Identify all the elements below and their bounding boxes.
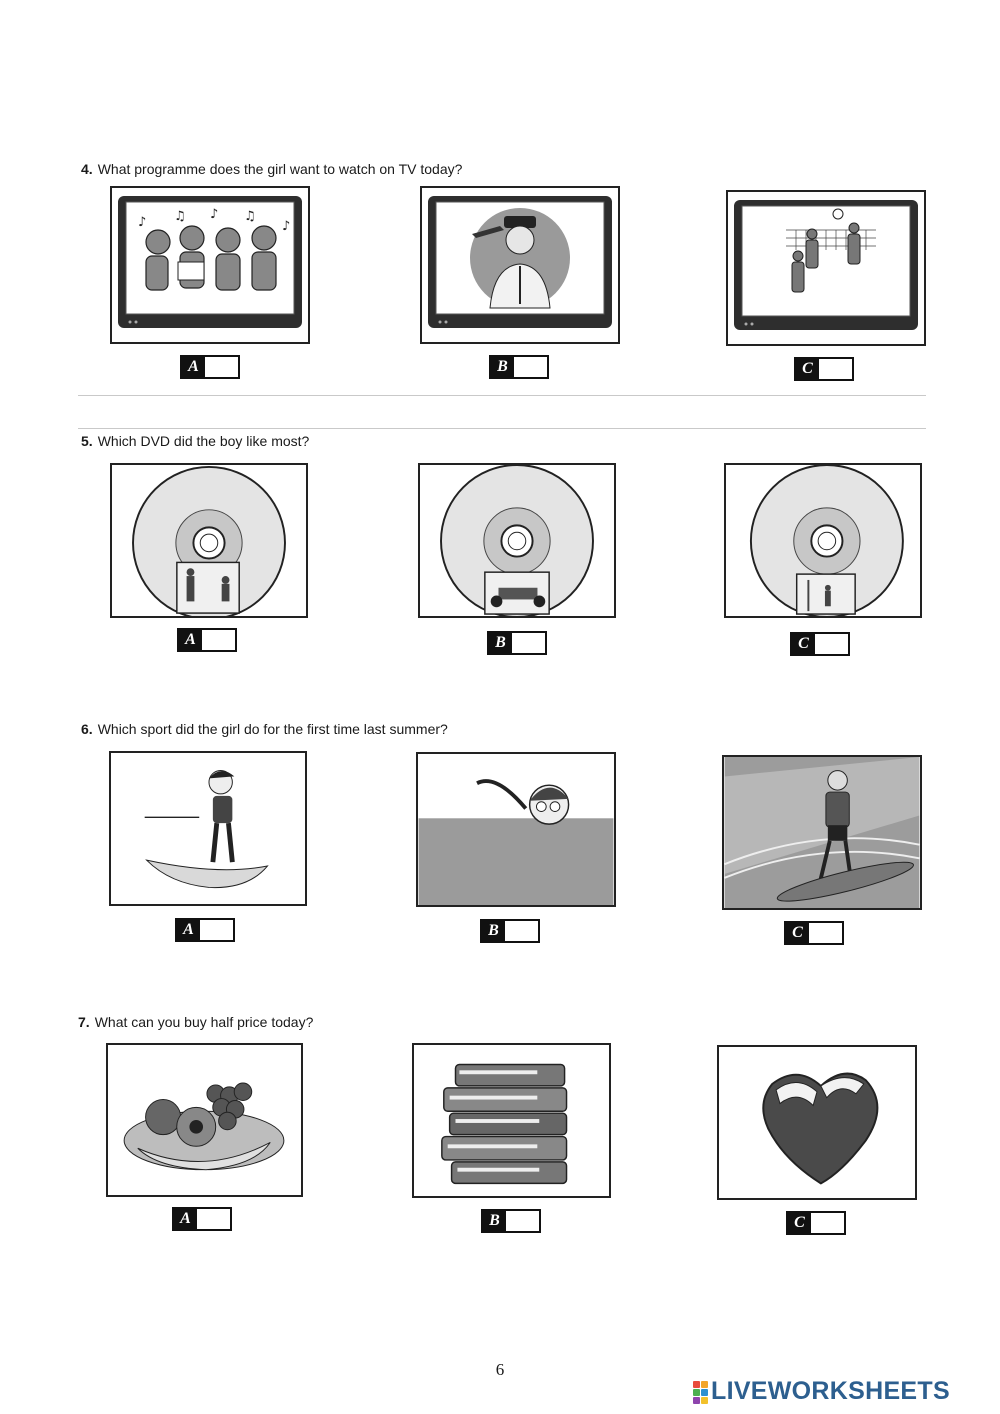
answer-input[interactable] xyxy=(809,923,842,943)
question-number: 5. xyxy=(81,433,93,449)
answer-box-q5-b[interactable] xyxy=(487,631,547,655)
question-text: Which DVD did the boy like most? xyxy=(97,433,310,449)
answer-input[interactable] xyxy=(200,920,233,940)
brand-name: LIVEWORKSHEETS xyxy=(711,1377,950,1405)
answer-input[interactable] xyxy=(205,357,238,377)
water-skiing-picture xyxy=(109,751,307,906)
answer-input[interactable] xyxy=(815,634,848,654)
fruit-bowl-picture xyxy=(106,1043,303,1197)
svg-text:♫: ♫ xyxy=(244,209,256,224)
dvd-racing-car-picture xyxy=(418,463,616,618)
svg-text:♪: ♪ xyxy=(210,207,219,222)
answer-box-q7-a[interactable] xyxy=(172,1207,232,1231)
answer-input[interactable] xyxy=(505,921,538,941)
answer-input[interactable] xyxy=(811,1213,844,1233)
tv-pilot-picture xyxy=(420,186,620,344)
option-label: C xyxy=(796,359,819,379)
option-label: C xyxy=(792,634,815,654)
liveworksheets-logo xyxy=(693,1377,950,1406)
question-7 xyxy=(78,1014,313,1030)
question-number: 7. xyxy=(78,1014,90,1030)
answer-box-q4-c[interactable] xyxy=(794,357,854,381)
swimming-picture xyxy=(416,752,616,907)
option-label: B xyxy=(491,357,514,377)
answer-box-q5-c[interactable] xyxy=(790,632,850,656)
surfing-picture xyxy=(722,755,922,910)
divider xyxy=(78,395,926,396)
answer-box-q6-a[interactable] xyxy=(175,918,235,942)
question-text: What programme does the girl want to watch on TV today? xyxy=(97,161,463,177)
option-label: A xyxy=(179,630,202,650)
option-label: A xyxy=(182,357,205,377)
answer-box-q5-a[interactable] xyxy=(177,628,237,652)
answer-input[interactable] xyxy=(514,357,547,377)
answer-input[interactable] xyxy=(506,1211,539,1231)
answer-box-q7-c[interactable] xyxy=(786,1211,846,1235)
tv-singing-group-picture xyxy=(110,186,310,344)
books-picture xyxy=(412,1043,611,1198)
answer-input[interactable] xyxy=(197,1209,230,1229)
answer-input[interactable] xyxy=(202,630,235,650)
page-number: 6 xyxy=(495,1360,505,1379)
answer-box-q6-b[interactable] xyxy=(480,919,540,943)
question-5 xyxy=(81,433,309,449)
question-4 xyxy=(81,161,462,177)
meat-steak-picture xyxy=(717,1045,917,1200)
option-label: B xyxy=(483,1211,506,1231)
tv-volleyball-picture xyxy=(726,190,926,346)
dvd-basketball-picture xyxy=(724,463,922,618)
answer-box-q4-a[interactable] xyxy=(180,355,240,379)
question-6 xyxy=(81,721,448,737)
svg-text:♫: ♫ xyxy=(174,209,186,224)
liveworksheets-icon xyxy=(693,1381,707,1403)
option-label: A xyxy=(174,1209,197,1229)
answer-input[interactable] xyxy=(819,359,852,379)
question-text: What can you buy half price today? xyxy=(94,1014,314,1030)
answer-input[interactable] xyxy=(512,633,545,653)
answer-box-q7-b[interactable] xyxy=(481,1209,541,1233)
divider xyxy=(78,428,926,429)
option-label: A xyxy=(177,920,200,940)
option-label: C xyxy=(786,923,809,943)
svg-text:♪: ♪ xyxy=(282,219,291,234)
question-text: Which sport did the girl do for the first time last summer? xyxy=(97,721,448,737)
dvd-music-picture xyxy=(110,463,308,618)
svg-text:♪: ♪ xyxy=(138,215,147,230)
option-label: B xyxy=(489,633,512,653)
answer-box-q6-c[interactable] xyxy=(784,921,844,945)
option-label: C xyxy=(788,1213,811,1233)
answer-box-q4-b[interactable] xyxy=(489,355,549,379)
question-number: 4. xyxy=(81,161,93,177)
option-label: B xyxy=(482,921,505,941)
question-number: 6. xyxy=(81,721,93,737)
